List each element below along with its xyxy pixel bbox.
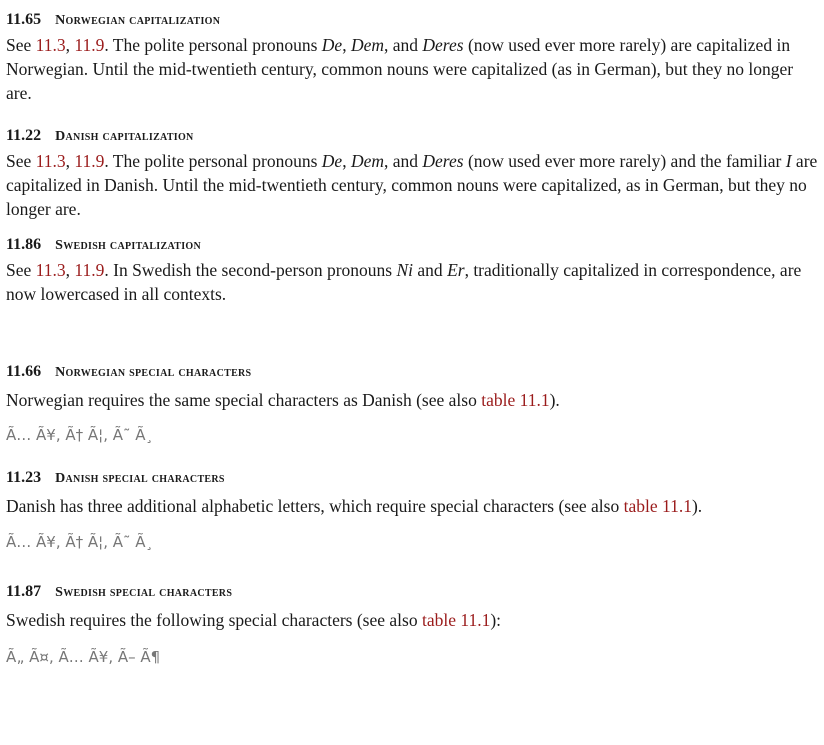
section-number: 11.23	[6, 469, 42, 486]
section-danish-special-characters	[6, 467, 820, 552]
section-title: Norwegian capitalization	[55, 13, 221, 28]
special-characters-list: Ã… Ã¥, Ã† Ã¦, Ã˜ Ã¸	[6, 426, 154, 444]
section-title: Swedish special characters	[55, 585, 233, 600]
section-body: See 11.3, 11.9. The polite personal pronouns De, Dem, and Deres (now used ever more rarely) are capitalized in Norwegian. Until the mid-twentieth century, common nouns were capitalized (as in German), but they no longer are.	[6, 35, 794, 103]
xref-link-table-11-1[interactable]: table 11.1	[623, 496, 692, 516]
section-heading	[6, 9, 820, 32]
section-body: See 11.3, 11.9. The polite personal pronouns De, Dem, and Deres (now used ever more rarely) and the familiar I are capitalized in Danish. Until the mid-twentieth century, common nouns were capitalized, as in German, but they no longer are.	[6, 151, 818, 219]
xref-link-11-3[interactable]: 11.3	[35, 35, 66, 55]
section-heading	[6, 125, 820, 148]
section-number: 11.65	[6, 11, 42, 28]
section-heading	[6, 234, 820, 257]
section-title: Danish capitalization	[55, 129, 194, 144]
section-heading	[6, 581, 820, 604]
section-heading	[6, 361, 820, 384]
section-number: 11.66	[6, 363, 42, 380]
section-heading	[6, 467, 820, 490]
xref-link-table-11-1[interactable]: table 11.1	[421, 610, 491, 630]
xref-link-11-9[interactable]: 11.9	[74, 151, 105, 171]
section-body: Danish has three additional alphabetic letters, which require special characters (see also table 11.1).	[6, 496, 703, 516]
section-number: 11.87	[6, 583, 42, 600]
section-body: Swedish requires the following special characters (see also table 11.1):	[6, 610, 502, 630]
section-body: Norwegian requires the same special characters as Danish (see also table 11.1).	[6, 390, 560, 410]
section-number: 11.86	[6, 236, 42, 253]
xref-link-11-9[interactable]: 11.9	[74, 35, 105, 55]
section-title: Danish special characters	[55, 471, 225, 486]
xref-link-11-3[interactable]: 11.3	[35, 260, 66, 280]
special-characters-list: Ã„ Ã¤, Ã… Ã¥, Ã– Ã¶	[6, 648, 161, 666]
section-title: Norwegian special characters	[55, 365, 252, 380]
section-norwegian-special-characters	[6, 361, 820, 445]
section-body: See 11.3, 11.9. In Swedish the second-person pronouns Ni and Er, traditionally capitalized in correspondence, are now lowercased in all contexts.	[6, 260, 802, 304]
section-swedish-capitalization	[6, 234, 820, 306]
xref-link-11-3[interactable]: 11.3	[35, 151, 66, 171]
section-title: Swedish capitalization	[55, 238, 201, 253]
section-norwegian-capitalization	[6, 9, 820, 105]
special-characters-list: Ã… Ã¥, Ã† Ã¦, Ã˜ Ã¸	[6, 533, 154, 551]
section-number: 11.22	[6, 127, 42, 144]
xref-link-11-9[interactable]: 11.9	[74, 260, 105, 280]
section-danish-capitalization	[6, 125, 820, 221]
xref-link-table-11-1[interactable]: table 11.1	[481, 390, 550, 410]
section-swedish-special-characters	[6, 581, 820, 667]
